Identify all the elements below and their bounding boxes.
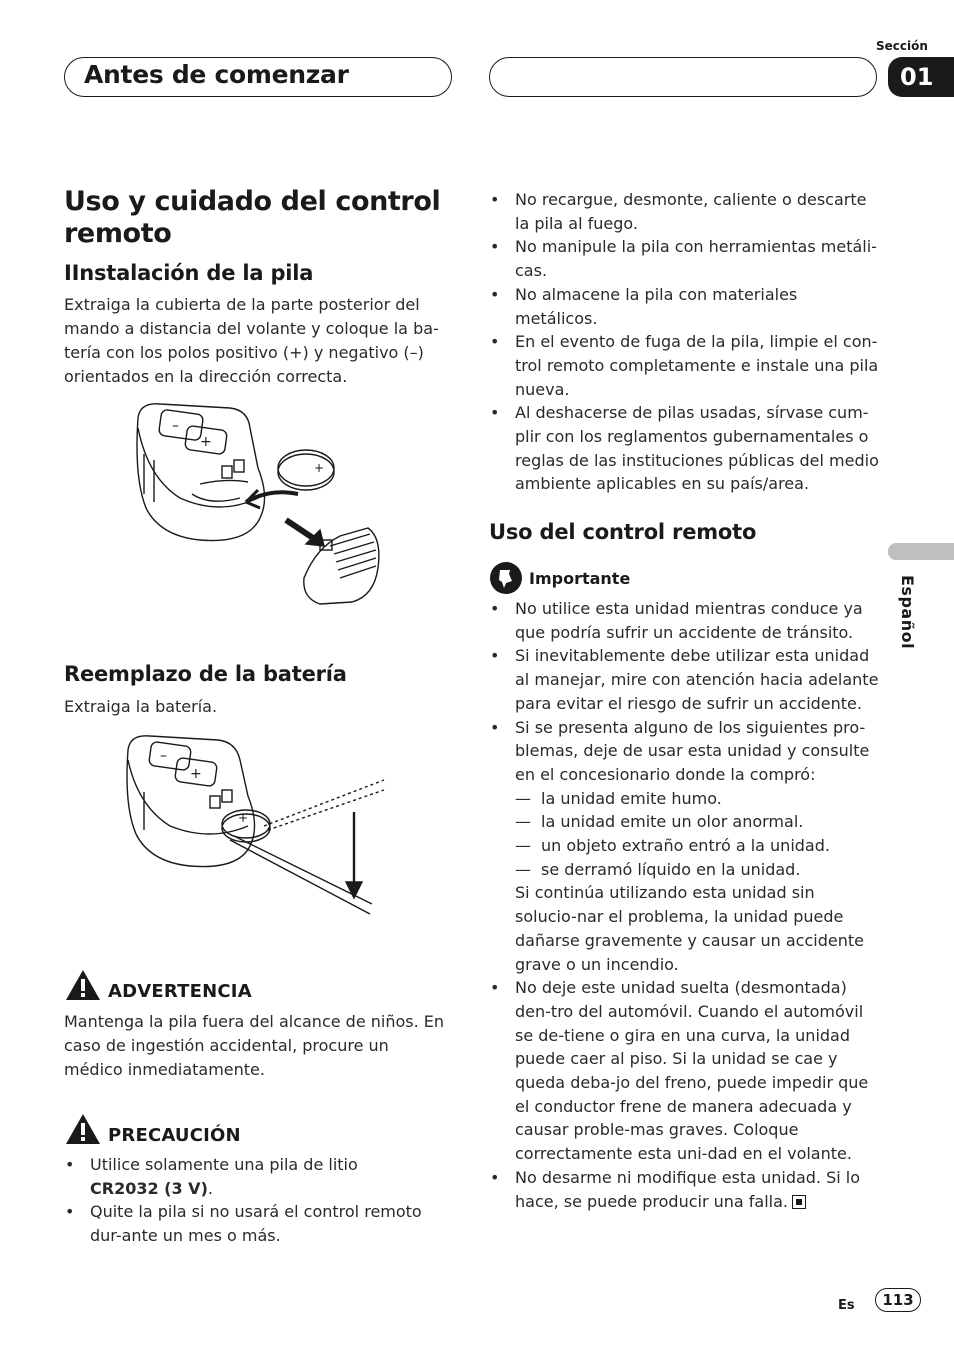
language-tab <box>888 543 954 560</box>
warning-heading: ADVERTENCIA <box>108 981 252 1002</box>
caution-list <box>64 1153 452 1248</box>
list-item <box>489 716 881 977</box>
caution-item-1-end: . <box>207 1178 213 1198</box>
important-icon <box>489 561 523 595</box>
warning-triangle-icon <box>64 968 102 1002</box>
battery-install-illustration <box>130 398 386 612</box>
list-item: • No recargue, desmonte, caliente o descarte la pila al fuego. <box>489 188 879 235</box>
battery-bullets <box>489 188 879 496</box>
replace-text: Extraiga la batería. <box>64 697 218 716</box>
warning-text: Mantenga la pila fuera del alcance de niños. En caso de ingestión accidental, procure un médico inmediatamente. <box>64 1012 445 1079</box>
replace-heading: Reemplazo de la batería <box>64 662 347 686</box>
install-text: Extraiga la cubierta de la parte posterior del mando a distancia del volante y coloque la ba-tería con los polos positivo (+) y negativo (–) orientados en la dirección correcta. <box>64 295 439 386</box>
caution-triangle-icon <box>64 1112 102 1146</box>
section-title: Antes de comenzar <box>84 60 349 89</box>
svg-text:–: – <box>160 748 167 764</box>
use-bullets <box>489 597 881 1213</box>
section-label: Sección <box>876 39 928 53</box>
page-title: Uso y cuidado del control remoto <box>64 186 441 249</box>
svg-text:+: + <box>238 811 249 825</box>
caution-item-1-text: Utilice solamente una pila de litio <box>90 1155 358 1174</box>
list-item: • No deje este unidad suelta (desmontada) den-tro del automóvil. Cuando el automóvil se de-tiene o gira en una curva, la unidad puede caer al piso. Si la unidad se cae y queda deba-jo del freno, puede impedir que el conductor frene de manera adecuada y causar proble-mas graves. Coloque correctamente esta uni-dad en el volante. <box>489 976 881 1166</box>
list-item: • Al deshacerse de pilas usadas, sírvase cum-plir con los reglamentos gubernamentales o reglas de las instituciones públicas del medio ambiente aplicables en su país/area. <box>489 401 879 496</box>
install-heading: IInstalación de la pila <box>64 261 314 285</box>
end-mark-icon <box>792 1195 806 1209</box>
warning-heading-row <box>64 968 252 1002</box>
important-label: Importante <box>529 568 631 588</box>
svg-text:–: – <box>172 418 179 434</box>
problems-list <box>489 787 881 882</box>
section-number-badge: 01 <box>888 57 954 97</box>
list-item: • En el evento de fuga de la pila, limpie el con-trol remoto completamente e instale una pila nueva. <box>489 330 879 401</box>
list-item: • No almacene la pila con materiales metálicos. <box>489 283 879 330</box>
svg-text:+: + <box>314 461 325 475</box>
svg-text:+: + <box>200 434 212 450</box>
list-item: • No manipule la pila con herramientas metáli-cas. <box>489 235 879 282</box>
list-item: — la unidad emite un olor anormal. <box>515 810 881 834</box>
footer-language-code: Es <box>838 1298 855 1313</box>
important-row <box>489 561 630 595</box>
list-item: — un objeto extraño entró a la unidad. <box>515 834 881 858</box>
list-item <box>64 1153 452 1200</box>
header-right-frame <box>489 57 877 97</box>
language-label: Español <box>898 575 917 650</box>
problems-intro: Si se presenta alguno de los siguientes pro-blemas, deje de usar esta unidad y consulte en el concesionario donde la compró: <box>515 717 870 784</box>
list-item: • Si inevitablemente debe utilizar esta unidad al manejar, mire con atención hacia adelante para evitar el riesgo de sufrir un accidente. <box>489 644 881 715</box>
battery-remove-illustration <box>122 730 388 918</box>
last-bullet-text: No desarme ni modifique esta unidad. Si lo hace, se puede producir una falla. <box>515 1167 861 1211</box>
list-item: — la unidad emite humo. <box>515 787 881 811</box>
page-number: 113 <box>875 1288 921 1312</box>
caution-heading: PRECAUCIÓN <box>108 1125 241 1146</box>
problems-outro: Si continúa utilizando esta unidad sin solucio-nar el problema, la unidad puede dañarse gravemente y causar un accidente grave o un incendio. <box>515 883 864 974</box>
use-heading: Uso del control remoto <box>489 520 757 544</box>
list-item: • Quite la pila si no usará el control remoto dur-ante un mes o más. <box>64 1200 452 1247</box>
list-item: • No utilice esta unidad mientras conduce ya que podría sufrir un accidente de tránsito. <box>489 597 881 644</box>
list-item <box>489 1166 881 1213</box>
caution-heading-row <box>64 1112 241 1146</box>
list-item: — se derramó líquido en la unidad. <box>515 858 881 882</box>
svg-text:+: + <box>190 766 202 782</box>
battery-model: CR2032 (3 V) <box>90 1178 208 1198</box>
